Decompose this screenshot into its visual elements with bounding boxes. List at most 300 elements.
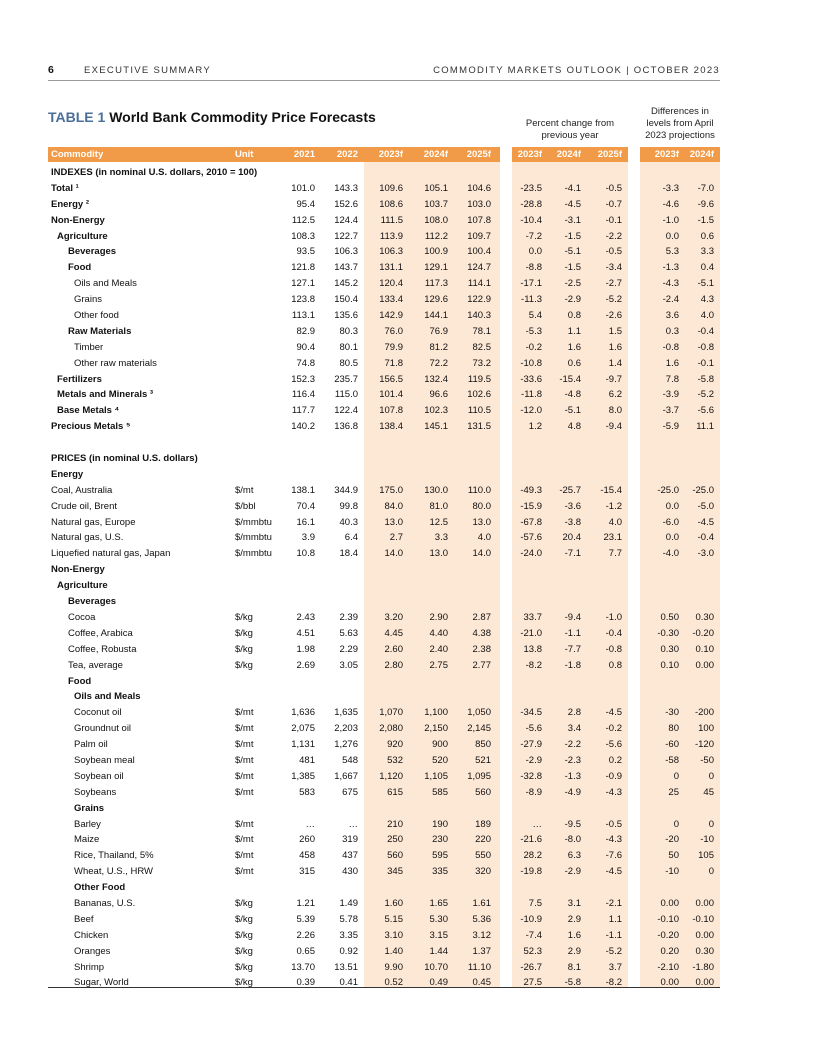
row-value: 73.2 [472, 357, 491, 369]
row-label: Beverages [68, 596, 117, 608]
row-value: -1.3 [564, 770, 581, 782]
row-value: -0.5 [605, 818, 622, 830]
row-value: 1,667 [334, 770, 358, 782]
row-value: 521 [475, 754, 491, 766]
row-value: 190 [432, 818, 448, 830]
row-value: -0.30 [657, 627, 679, 639]
row-value: 7.7 [608, 548, 622, 560]
row-value: 1,100 [424, 707, 448, 719]
row-value: … [532, 818, 542, 830]
row-value: 481 [299, 754, 315, 766]
row-label: Other food [74, 310, 119, 322]
row-value: -0.10 [657, 913, 679, 925]
row-unit: $/bbl [235, 500, 256, 512]
column-header-2025f: 2025f [466, 149, 491, 160]
row-value: 4.0 [608, 516, 622, 528]
row-unit: $/mt [235, 739, 254, 751]
row-value: 1,120 [379, 770, 403, 782]
row-value: 124.7 [467, 262, 491, 274]
row-value: 80 [668, 723, 679, 735]
row-unit: $/mt [235, 818, 254, 830]
row-label: Agriculture [57, 580, 108, 592]
column-header-diff-2023f: 2023f [654, 149, 679, 160]
differences-group-header [640, 106, 720, 142]
row-value: -120 [694, 739, 714, 751]
row-value: 0.0 [665, 230, 679, 242]
row-value: 6.4 [344, 532, 358, 544]
row-value: 0.8 [567, 310, 581, 322]
row-value: 129.6 [424, 294, 448, 306]
row-label: Other raw materials [74, 357, 157, 369]
row-value: 14.0 [384, 548, 403, 560]
row-value: 583 [299, 786, 315, 798]
row-value: -2.2 [605, 230, 622, 242]
row-value: -2.2 [564, 739, 581, 751]
row-value: 144.1 [424, 310, 448, 322]
row-value: 115.0 [334, 389, 358, 401]
row-value: -1.0 [662, 214, 679, 226]
row-value: 13.70 [291, 961, 315, 973]
row-value: 140.3 [467, 310, 491, 322]
table-row [48, 530, 720, 546]
row-unit: $/mmbtu [235, 532, 272, 544]
row-value: 5.36 [472, 913, 491, 925]
row-value: -60 [665, 739, 679, 751]
row-value: 93.5 [296, 246, 315, 258]
row-value: 6.2 [608, 389, 622, 401]
row-label: Liquefied natural gas, Japan [51, 548, 171, 560]
row-value: -3.1 [564, 214, 581, 226]
column-header-pct-2024f: 2024f [556, 149, 581, 160]
row-value: -15.4 [600, 484, 622, 496]
row-label: Chicken [74, 929, 109, 941]
row-value: -5.3 [525, 325, 542, 337]
row-label: Agriculture [57, 230, 108, 242]
row-value: 344.9 [334, 484, 358, 496]
row-value: 0.00 [695, 659, 714, 671]
row-value: 175.0 [379, 484, 403, 496]
row-value: 2,080 [379, 723, 403, 735]
row-label: Raw Materials [68, 325, 132, 337]
row-value: 104.6 [467, 182, 491, 194]
row-value: -8.8 [525, 262, 542, 274]
row-value: 143.3 [334, 182, 358, 194]
row-value: 122.4 [334, 405, 358, 417]
row-value: 27.5 [523, 977, 542, 989]
row-value: 2.29 [339, 643, 358, 655]
row-value: 1.61 [472, 897, 491, 909]
table-title [48, 109, 376, 125]
row-value: 81.2 [429, 341, 448, 353]
row-unit: $/mt [235, 770, 254, 782]
row-value: 210 [387, 818, 403, 830]
table-row [48, 419, 720, 435]
row-value: 0.6 [700, 230, 714, 242]
row-value: 11.1 [696, 421, 714, 433]
row-value: 1,131 [291, 739, 315, 751]
row-value: 76.0 [384, 325, 403, 337]
row-value: 13.8 [523, 643, 542, 655]
row-value: 548 [342, 754, 358, 766]
row-value: 113.9 [379, 230, 403, 242]
row-value: -21.0 [520, 627, 542, 639]
row-value: 20.4 [562, 532, 581, 544]
row-value: 96.6 [429, 389, 448, 401]
row-label: Rice, Thailand, 5% [74, 850, 154, 862]
row-value: 345 [387, 866, 403, 878]
row-unit: $/kg [235, 659, 253, 671]
row-value: 1.1 [608, 913, 622, 925]
row-value: -0.8 [697, 341, 714, 353]
row-value: 106.3 [334, 246, 358, 258]
row-value: -0.20 [657, 929, 679, 941]
row-value: 102.3 [424, 405, 448, 417]
row-value: 0.00 [695, 929, 714, 941]
column-header-2022: 2022 [336, 149, 358, 160]
row-value: 5.78 [339, 913, 358, 925]
row-value: 3.9 [301, 532, 315, 544]
row-value: 5.30 [429, 913, 448, 925]
row-value: 100.9 [424, 246, 448, 258]
row-value: 0 [708, 818, 714, 830]
row-unit: $/mt [235, 484, 254, 496]
row-value: -10 [665, 866, 679, 878]
row-value: 13.0 [429, 548, 448, 560]
row-value: 2.69 [296, 659, 315, 671]
row-label: Fertilizers [57, 373, 102, 385]
row-value: -1.5 [564, 262, 581, 274]
row-value: 0.00 [660, 977, 679, 989]
row-value: 103.7 [424, 198, 448, 210]
row-value: 3.6 [665, 310, 679, 322]
row-value: 0.0 [665, 532, 679, 544]
table-row [48, 324, 720, 340]
row-value: -3.9 [662, 389, 679, 401]
row-value: 520 [432, 754, 448, 766]
row-value: 2.43 [296, 611, 315, 623]
row-unit: $/kg [235, 945, 253, 957]
row-value: -1.5 [564, 230, 581, 242]
row-value: 2.38 [472, 643, 491, 655]
table-row [48, 626, 720, 642]
row-value: 2.39 [339, 611, 358, 623]
row-value: -0.4 [697, 532, 714, 544]
row-value: -9.7 [605, 373, 622, 385]
row-value: -0.1 [605, 214, 622, 226]
row-label: Maize [74, 834, 100, 846]
row-unit: $/kg [235, 977, 253, 989]
row-value: 4.45 [384, 627, 403, 639]
row-value: 114.1 [467, 278, 491, 290]
row-value: 5.39 [296, 913, 315, 925]
row-value: 2.9 [567, 945, 581, 957]
table-row [48, 674, 720, 690]
row-value: 532 [387, 754, 403, 766]
table-row [48, 880, 720, 896]
row-value: -20 [665, 834, 679, 846]
row-value: -4.3 [605, 786, 622, 798]
row-value: 116.4 [291, 389, 315, 401]
row-value: 1.37 [472, 945, 491, 957]
row-value: -4.1 [564, 182, 581, 194]
row-value: -2.9 [525, 754, 542, 766]
row-value: 8.1 [567, 961, 581, 973]
row-value: 0.00 [695, 977, 714, 989]
row-label: Other Food [74, 882, 126, 894]
row-label: Oranges [74, 945, 111, 957]
row-unit: $/kg [235, 611, 253, 623]
row-label: Sugar, World [74, 977, 129, 989]
row-value: -1.2 [605, 500, 622, 512]
row-value: 2,150 [424, 723, 448, 735]
row-value: -2.5 [564, 278, 581, 290]
table-row [48, 244, 720, 260]
row-value: -34.5 [520, 707, 542, 719]
row-value: 0 [673, 818, 679, 830]
row-value: 1.60 [384, 897, 403, 909]
row-value: -4.5 [564, 198, 581, 210]
row-value: -30 [665, 707, 679, 719]
row-value: 105 [698, 850, 714, 862]
row-label: Coconut oil [74, 707, 122, 719]
row-value: -4.8 [564, 389, 581, 401]
row-value: -0.8 [605, 643, 622, 655]
row-value: -27.9 [520, 739, 542, 751]
row-value: -10.8 [520, 357, 542, 369]
row-value: 112.2 [424, 230, 448, 242]
row-value: 100.4 [467, 246, 491, 258]
row-value: -0.1 [697, 357, 714, 369]
table-row [48, 737, 720, 753]
row-value: 0 [673, 770, 679, 782]
row-value: 0.30 [660, 643, 679, 655]
row-value: 1.1 [567, 325, 581, 337]
row-value: -9.4 [605, 421, 622, 433]
table-row [48, 594, 720, 610]
row-label: Soybeans [74, 786, 117, 798]
row-value: 3.05 [339, 659, 358, 671]
row-value: 4.0 [477, 532, 491, 544]
row-value: 0.0 [528, 246, 542, 258]
row-value: 0.39 [296, 977, 315, 989]
row-value: -1.1 [605, 929, 622, 941]
table-row [48, 721, 720, 737]
row-label: Coffee, Robusta [68, 643, 137, 655]
row-value: -200 [694, 707, 714, 719]
row-value: 3.4 [567, 723, 581, 735]
row-value: -32.8 [520, 770, 542, 782]
row-value: 25 [668, 786, 679, 798]
row-value: 16.1 [296, 516, 315, 528]
table-row [48, 276, 720, 292]
row-value: 1.49 [339, 897, 358, 909]
row-label: Coal, Australia [51, 484, 113, 496]
row-value: 3.20 [384, 611, 403, 623]
row-value: 6.3 [567, 850, 581, 862]
row-value: 23.1 [603, 532, 622, 544]
row-value: 13.51 [334, 961, 358, 973]
row-value: 1.21 [296, 897, 315, 909]
row-value: -4.5 [697, 516, 714, 528]
table-row [48, 817, 720, 833]
row-value: 107.8 [379, 405, 403, 417]
row-value: 90.4 [296, 341, 315, 353]
row-value: 3.1 [567, 897, 581, 909]
row-value: 33.7 [523, 611, 542, 623]
row-unit: $/mt [235, 786, 254, 798]
row-label: INDEXES (in nominal U.S. dollars, 2010 = 100) [51, 167, 258, 178]
row-value: -0.20 [692, 627, 714, 639]
row-value: -0.8 [662, 341, 679, 353]
table-row [48, 372, 720, 388]
row-label: Metals and Minerals ³ [57, 389, 154, 401]
row-value: 0.0 [665, 500, 679, 512]
row-value: 1.6 [567, 929, 581, 941]
row-value: 3.3 [700, 246, 714, 258]
row-value: -49.3 [520, 484, 542, 496]
row-value: 101.4 [379, 389, 403, 401]
row-value: 7.8 [665, 373, 679, 385]
table-row [48, 165, 720, 181]
row-value: 585 [432, 786, 448, 798]
row-value: -0.5 [605, 182, 622, 194]
row-value: -58 [665, 754, 679, 766]
row-value: 0.52 [384, 977, 403, 989]
row-value: 2.77 [472, 659, 491, 671]
row-value: 107.8 [467, 214, 491, 226]
row-value: 4.51 [296, 627, 315, 639]
table-row [48, 944, 720, 960]
row-value: 5.63 [339, 627, 358, 639]
row-value: -67.8 [520, 516, 542, 528]
row-label: Total ¹ [51, 182, 79, 194]
row-value: -11.3 [521, 294, 542, 306]
differences-header-line: levels from April [646, 118, 714, 129]
row-value: 108.0 [424, 214, 448, 226]
row-value: -5.6 [605, 739, 622, 751]
row-value: 2.87 [472, 611, 491, 623]
row-label: Crude oil, Brent [51, 500, 118, 512]
row-label: Wheat, U.S., HRW [74, 866, 154, 878]
row-value: 12.5 [429, 516, 448, 528]
table-row [48, 197, 720, 213]
row-label: Non-Energy [51, 214, 105, 226]
row-value: 4.40 [429, 627, 448, 639]
row-value: 82.9 [296, 325, 315, 337]
pct-change-header-line: previous year [541, 130, 599, 141]
row-value: -4.3 [662, 278, 679, 290]
row-value: 80.5 [339, 357, 358, 369]
row-value: -2.1 [605, 897, 622, 909]
row-value: -5.2 [605, 294, 622, 306]
row-value: 3.10 [384, 929, 403, 941]
column-header-diff-2024f: 2024f [689, 149, 714, 160]
row-value: -11.8 [521, 389, 542, 401]
row-label: PRICES (in nominal U.S. dollars) [51, 453, 198, 465]
row-value: -25.0 [692, 484, 714, 496]
row-value: -5.2 [605, 945, 622, 957]
table-row [48, 562, 720, 578]
row-value: 109.7 [467, 230, 491, 242]
row-label: Natural gas, U.S. [51, 532, 124, 544]
table-row [48, 292, 720, 308]
row-value: 120.4 [379, 278, 403, 290]
pct-change-header-line: Percent change from [525, 118, 615, 129]
table-row [48, 308, 720, 324]
row-value: 230 [432, 834, 448, 846]
row-value: 124.4 [334, 214, 358, 226]
forecast-table-body [48, 165, 720, 991]
column-header-2021: 2021 [293, 149, 315, 160]
row-value: -1.8 [564, 659, 581, 671]
row-value: 0.2 [608, 754, 622, 766]
row-value: 2,075 [291, 723, 315, 735]
table-row [48, 658, 720, 674]
table-row [48, 403, 720, 419]
row-value: -50 [700, 754, 714, 766]
row-value: 437 [342, 850, 358, 862]
row-value: 10.8 [296, 548, 315, 560]
row-value: -1.5 [697, 214, 714, 226]
row-value: -5.2 [697, 389, 714, 401]
row-value: 3.15 [429, 929, 448, 941]
row-value: 1,105 [424, 770, 448, 782]
row-unit: $/mt [235, 850, 254, 862]
row-value: 3.3 [434, 532, 448, 544]
row-value: -19.8 [520, 866, 542, 878]
row-label: Barley [74, 818, 101, 830]
row-value: 13.0 [384, 516, 403, 528]
row-value: 0.41 [339, 977, 358, 989]
row-value: 550 [475, 850, 491, 862]
row-value: -2.6 [605, 310, 622, 322]
row-value: -4.9 [564, 786, 581, 798]
row-value: 78.1 [472, 325, 491, 337]
row-value: 2,145 [467, 723, 491, 735]
row-value: 0.10 [695, 643, 714, 655]
table-number: TABLE 1 [48, 109, 106, 125]
row-label: Soybean oil [74, 770, 124, 782]
row-value: 0.30 [695, 611, 714, 623]
row-unit: $/mt [235, 866, 254, 878]
row-value: 74.8 [296, 357, 315, 369]
table-row [48, 848, 720, 864]
row-value: 145.2 [334, 278, 358, 290]
row-value: -8.2 [525, 659, 542, 671]
row-value: 4.38 [472, 627, 491, 639]
row-label: Shrimp [74, 961, 105, 973]
row-value: 72.2 [429, 357, 448, 369]
row-value: 0 [708, 866, 714, 878]
row-value: 900 [432, 739, 448, 751]
row-value: 140.2 [291, 421, 315, 433]
row-value: 105.1 [424, 182, 448, 194]
row-value: 0.30 [695, 945, 714, 957]
row-value: -7.1 [564, 548, 581, 560]
table-row [48, 896, 720, 912]
row-value: 560 [387, 850, 403, 862]
column-header-pct-2023f: 2023f [517, 149, 542, 160]
row-value: -1.3 [662, 262, 679, 274]
row-value: 0.65 [296, 945, 315, 957]
row-value: 319 [342, 834, 358, 846]
row-value: 0.50 [660, 611, 679, 623]
row-value: 138.1 [291, 484, 315, 496]
row-value: -5.6 [525, 723, 542, 735]
row-value: 2.90 [429, 611, 448, 623]
row-label: Oils and Meals [74, 691, 141, 703]
row-value: 335 [432, 866, 448, 878]
